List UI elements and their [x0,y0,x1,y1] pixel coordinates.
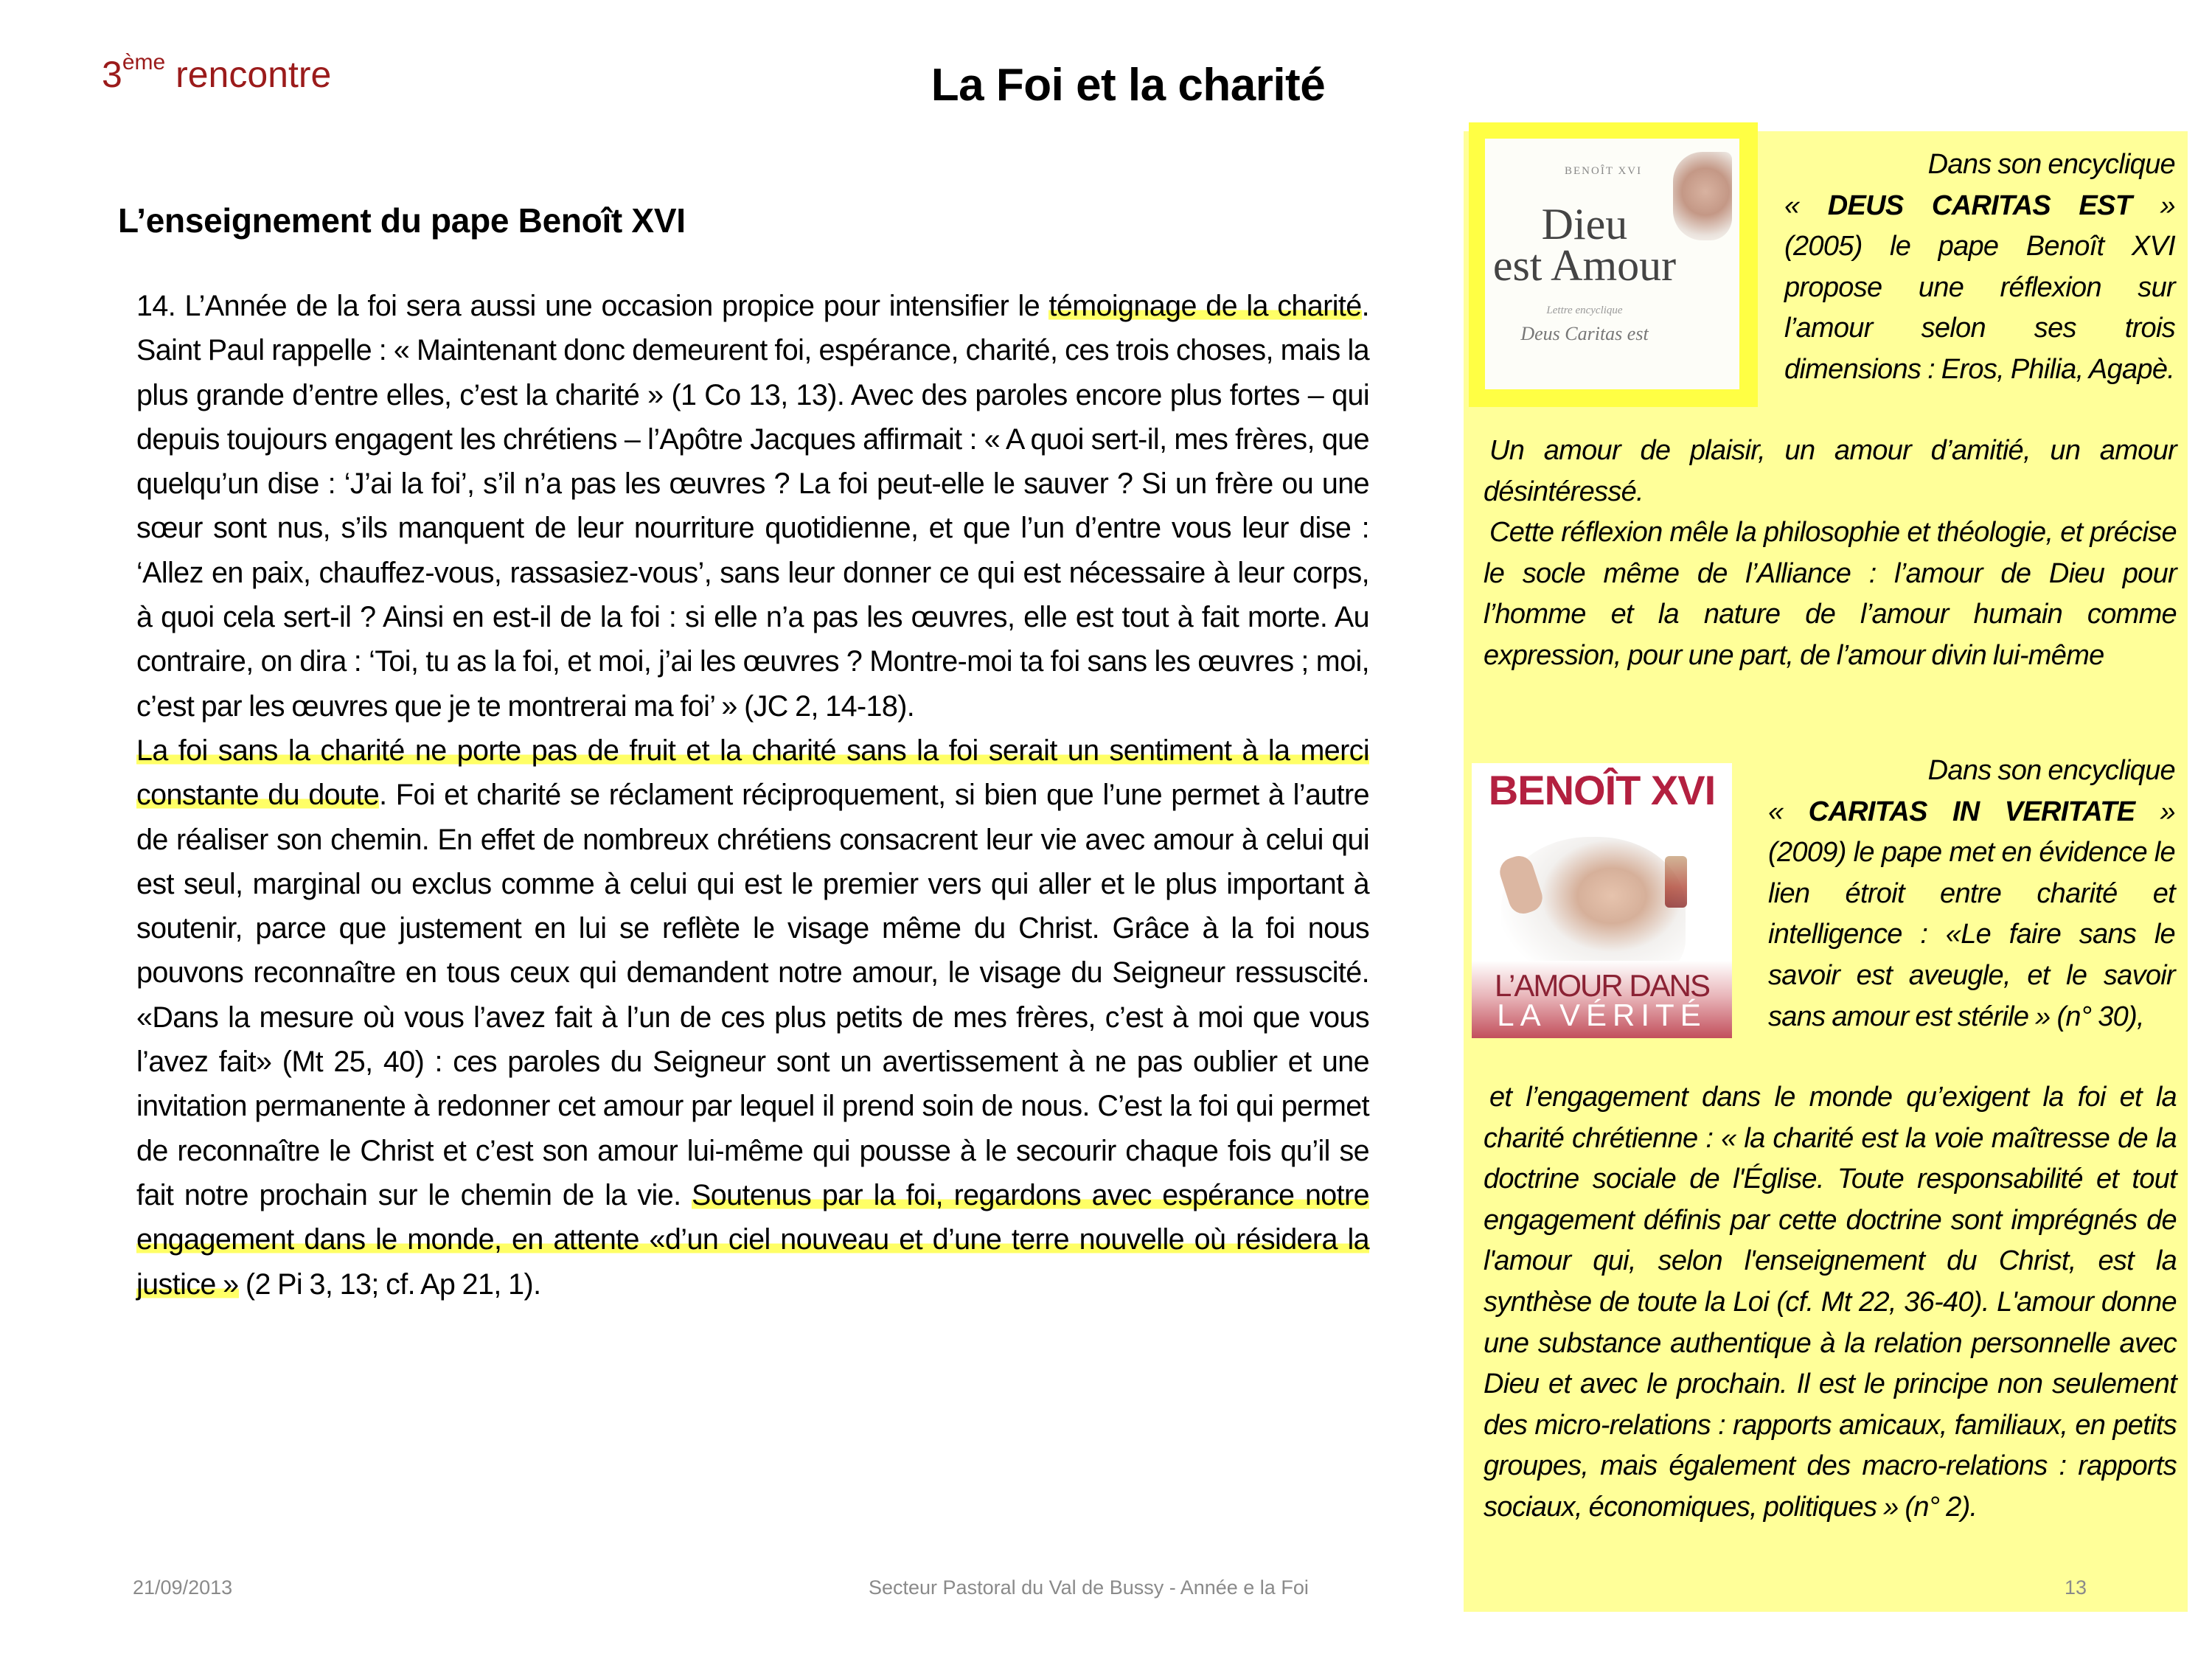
book-cover-amour-dans-la-verite [1472,763,1732,1038]
meeting-number: 3 [102,54,122,95]
meeting-label-text: rencontre [165,54,332,95]
footer-center-text: Secteur Pastoral du Val de Bussy - Année e la Foi [869,1576,1309,1599]
cover-title [1485,200,1684,290]
meeting-label [102,50,332,96]
book-cover-dieu-est-amour [1469,122,1758,407]
block2-continued [1484,1077,2177,1528]
main-text-part1: 14. L’Année de la foi sera aussi une occasion propice pour intensifier le [136,290,1049,322]
highlight-soutenus: Soutenus par la foi, regardons avec espérance notre engagement dans le monde, en attente «d’un ciel nouveau et d’une terre nouvelle où résidera la justice » [136,1178,1369,1301]
block2-intro: Dans son encyclique [1927,755,2175,786]
block2-open-quote: « [1768,796,1809,827]
main-text-part2: . Saint Paul rappelle : « Maintenant donc demeurent foi, espérance, charité, ces trois choses, mais la plus grande d’entre elles, c’est la charité » (1 Co 13, 13). Avec des paroles encore plus fortes – qui depuis toujours engagent les chrétiens – l’Apôtre Jacques affirmait : « A quoi sert-il, mes frères, que quelqu’un dise : ‘J’ai la foi’, s’il n’a pas les œuvres ? La foi peut-elle le sauver ? Si un frère ou une sœur sont nus, s’ils manquent de leur nourriture quotidienne, et que l’un d’entre vous leur dise : ‘Allez en paix, chauffez-vous, rassasiez-vous’, sans leur donner ce qui est nécessaire à leur corps, à quoi cela sert-il ? Ainsi en est-il de la foi : si elle n’a pas les œuvres, elle est tout à fait morte. Au contraire, on dira : ‘Toi, tu as la foi, et moi, j’ai les œuvres ? Montre-moi ta foi sans les œuvres ; moi, c’est par les œuvres que je te montrerai ma foi’ » (JC 2, 14-18). [136,290,1369,723]
block1-continued [1484,431,2177,677]
block1-para2: Un amour de plaisir, un amour d’amitié, un amour désintéressé. [1484,435,2177,507]
block2-cont-text: et l’engagement dans le monde qu’exigent la foi et la charité chrétienne : « la charité est la voie maîtresse de la doctrine sociale de l'Église. Toute responsabilité et tout engagement définis par cette doctrine sont imprégnés de l'amour qui, selon l'enseignement du Christ, est la synthèse de toute la Loi (cf. Mt 22, 36-40). L'amour donne une substance authentique à la relation personnelle avec Dieu et avec le prochain. Il est le principe non seulement des micro-relations : rapports amicaux, familiaux, en petits groupes, mais également des macro-relations : rapports sociaux, économiques, politiques » (n° 2). [1484,1082,2177,1523]
papal-crest-icon [1665,856,1687,908]
block2-encyclical-name: CARITAS IN VERITATE [1808,796,2135,827]
block2-side-text [1768,751,2175,1037]
block2-close-quote: » [2135,796,2175,827]
highlight-temoignage: témoignage de la charité [1048,290,1362,322]
main-text-part4: . Foi et charité se réclament réciproquement, si bien que l’une permet à l’autre de réaliser son chemin. En effet de nombreux chrétiens consacrent leur vie avec amour à celui qui est seul, marginal ou exclus comme à celui qui est le premier vers qui aller et le plus important à soutenir, parce que justement en lui se reflète le visage même du Christ. Grâce à la foi nous pouvons reconnaître en tous ceux qui demandent notre amour, le visage du Seigneur ressuscité. «Dans la mesure où vous l’avez fait à l’un de ces plus petits de mes frères, c’est à moi que vous l’avez fait» (Mt 25, 40) : ces paroles du Seigneur sont un avertissement à ne pas oublier et une invitation permanente à redonner cet amour par lequel il prend soin de nous. C’est la foi qui permet de reconnaître le Christ et c’est son amour lui-même qui pousse à le secourir chaque fois qu’il se fait notre prochain sur le chemin de la vie. [136,779,1369,1211]
section-heading: L’enseignement du pape Benoît XVI [118,201,686,240]
block1-close-quote: » [2132,189,2175,221]
cover2-author: BENOÎT XVI [1488,767,1716,813]
highlight-foi-sans-charite: La foi sans la charité ne porte pas de fruit et la charité sans la foi serait un sentiment à la merci constante du doute [136,734,1369,812]
cover2-title-line2: LA VÉRITÉ [1497,998,1707,1032]
cover-subtitle: Lettre encyclique [1546,305,1623,316]
footer-date: 21/09/2013 [133,1576,233,1599]
meeting-suffix: ème [122,50,166,74]
main-text [136,284,1369,1307]
block1-encyclical-name: DEUS CARITAS EST [1827,189,2132,221]
block1-para3: Cette réflexion mêle la philosophie et théologie, et précise le socle même de l’Alliance : l’amour de Dieu pour l’homme et la nature de l’amour humain comme expression, pour une part, de l’amour divin lui-même [1484,517,2177,671]
cover-subtitle2: Deus Caritas est [1520,323,1649,344]
main-text-part6: (2 Pi 3, 13; cf. Ap 21, 1). [238,1267,541,1301]
block2-side-body: (2009) le pape met en évidence le lien étroit entre charité et intelligence : «Le faire sans le savoir est aveugle, et le savoir sans amour est stérile » (n° 30), [1768,837,2175,1032]
slide-number: 13 [2065,1576,2087,1599]
block1-intro: Dans son encyclique [1927,149,2175,180]
block1-open-quote: « [1784,189,1828,221]
cover-author: BENOÎT XVI [1565,165,1643,177]
cover-inner [1485,139,1739,389]
cover-title-line2: est Amour [1492,241,1677,290]
block1-side-body: (2005) le pape Benoît XVI propose une réflexion sur l’amour selon ses trois dimensions : Eros, Philia, Agapè. [1784,231,2175,385]
cover-title-line1: Dieu [1541,200,1628,248]
slide-title: La Foi et la charité [931,60,1326,111]
cover2-title-line1: L’AMOUR DANS [1494,968,1710,1003]
block1-side-text [1784,145,2175,391]
